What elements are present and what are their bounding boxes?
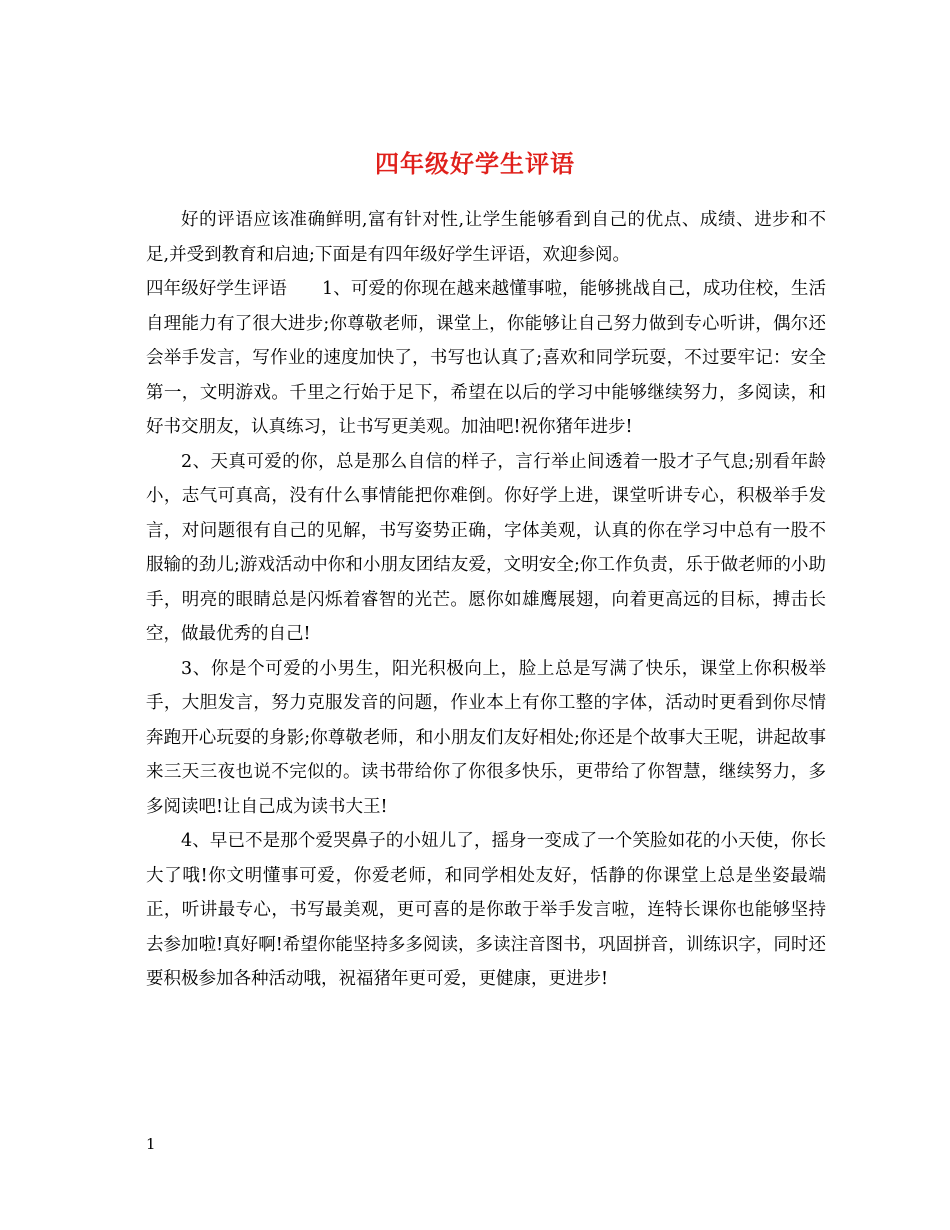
paragraph-comment-1: 四年级好学生评语 1、可爱的你现在越来越懂事啦，能够挑战自己，成功住校，生活自理能力有了很大进步;你尊敬老师，课堂上，你能够让自己努力做到专心听讲，偶尔还会举手发言，写作业的速度加快了，书写也认真了;喜欢和同学玩耍，不过要牢记：安全第一，文明游戏。千里之行始于足下，希望在以后的学习中能够继续努力，多阅读，和好书交朋友，认真练习，让书写更美观。加油吧!祝你猪年进步! <box>146 279 826 437</box>
paragraph-comment-2: 2、天真可爱的你，总是那么自信的样子，言行举止间透着一股才子气息;别看年龄小，志气可真高，没有什么事情能把你难倒。你好学上进，课堂听讲专心，积极举手发言，对问题很有自己的见解，书写姿势正确，字体美观，认真的你在学习中总有一股不服输的劲儿;游戏活动中你和小朋友团结友爱，文明安全;你工作负责，乐于做老师的小助手，明亮的眼睛总是闪烁着睿智的光芒。愿你如雄鹰展翅，向着更高远的目标，搏击长空，做最优秀的自己! <box>146 451 826 644</box>
paragraph-comment-4: 4、早已不是那个爱哭鼻子的小妞儿了，摇身一变成了一个笑脸如花的小天使，你长大了哦!你文明懂事可爱，你爱老师，和同学相处友好，恬静的你课堂上总是坐姿最端正，听讲最专心，书写最美观，更可喜的是你敢于举手发言啦，连特长课你也能够坚持去参加啦!真好啊!希望你能坚持多多阅读，多读注音图书，巩固拼音，训练识字，同时还要积极参加各种活动哦，祝福猪年更可爱，更健康，更进步! <box>146 831 826 989</box>
page-number: 1 <box>146 1135 156 1153</box>
paragraph-comment-3: 3、你是个可爱的小男生，阳光积极向上，脸上总是写满了快乐，课堂上你积极举手，大胆发言，努力克服发音的问题，作业本上有你工整的字体，活动时更看到你尽情奔跑开心玩耍的身影;你尊敬老师，和小朋友们友好相处;你还是个故事大王呢，讲起故事来三天三夜也说不完似的。读书带给你了你很多快乐，更带给了你智慧，继续努力，多多阅读吧!让自己成为读书大王! <box>146 658 826 817</box>
document-title: 四年级好学生评语 <box>375 149 575 179</box>
document-body <box>146 203 826 997</box>
paragraph-intro: 好的评语应该准确鲜明,富有针对性,让学生能够看到自己的优点、成绩、进步和不足,并受到教育和启迪;下面是有四年级好学生评语，欢迎参阅。 <box>146 210 826 265</box>
